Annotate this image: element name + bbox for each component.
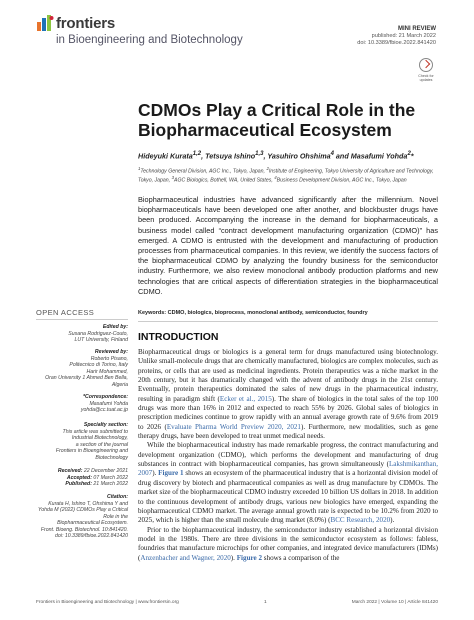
correspondence-email[interactable]: Masafumi Yohda yohda@cc.tuat.ac.jp	[80, 400, 128, 413]
citation-link[interactable]: Evaluate Pharma World Preview 2020, 2021	[166, 422, 301, 431]
journal-section: in Bioengineering and Biotechnology	[56, 34, 243, 46]
dates: Received: 22 December 2021 Accepted: 07 March 2022 Published: 21 March 2022	[57, 468, 128, 487]
citation-link[interactable]: Lakshmikanthan, 2007	[138, 460, 438, 478]
open-access-label: OPEN ACCESS	[36, 308, 95, 317]
published-date: published: 21 March 2022	[371, 33, 436, 39]
page-number: 1	[264, 600, 267, 605]
footer-info: March 2022 | Volume 10 | Article 841420	[351, 600, 438, 605]
citation-link[interactable]: Ecker et al., 2015	[219, 394, 272, 403]
journal-logo[interactable]	[36, 14, 256, 54]
check-updates-icon	[419, 58, 433, 72]
keywords-list: CDMO, biologics, bioprocess, monoclonal antibody, semiconductor, foundry	[167, 310, 368, 316]
figure-link[interactable]: Figure 2	[236, 553, 263, 562]
keywords-label: Keywords:	[138, 310, 167, 316]
divider	[138, 321, 438, 322]
edited-by: Edited by: Susana Rodriguez-Couto, LUT University, Finland	[68, 324, 128, 343]
doi-link[interactable]: doi: 10.3389/fbioe.2022.841420	[357, 40, 436, 46]
correspondence: *Correspondence: Masafumi Yohda yohda@cc.tuat.ac.jp	[36, 394, 128, 414]
abstract: Biopharmaceutical industries have advanced significantly after the millennium. Novel biopharmaceuticals have been developed one after another, and blockbuster drugs have been produced. Accompanying the increase in the demand for biopharmaceuticals, a business model called “contract development manufacturing organization (CDMO)” has emerged. A CDMO is entrusted with the development and manufacturing of production processes from pharmaceutical companies. In this review, we identify the success factors of the biopharmaceutical CDMO by analyzing the foundry business for the semiconductor industry. Furthermore, we also review monoclonal antibody production platforms and new technologies that are critical aspects of differentiation strategies in the biopharmaceutical CDMO.	[138, 195, 438, 296]
authors: Hideyuki Kurata$^{1,2}$, Tetsuya Ishino$^{1,3}$, Yasuhiro Ohshima$^4$ and Masafumi Yohda$^2$*	[138, 151, 414, 161]
check-updates-label: Check for updates	[418, 74, 434, 82]
section-heading: INTRODUCTION	[138, 331, 219, 343]
citation-link[interactable]: Anzenbacher and Wagner, 2020	[140, 553, 231, 562]
paragraph: While the biopharmaceutical industry has made remarkable progress, the contract manufacturing and development organization (CDMO), which performs the development and manufacturing of drug substances in contract with biopharmaceutical companies, has grown simultaneously (Lakshmikanthan, 2007). Figure 1 shows an ecosystem of the pharmaceutical industry that is a horizontal division model of drug discovery by biotech and pharmaceutical companies as well as drug manufacture by CDMOs. The market size of the biopharmaceutical CDMO industry exceeded 10 billion US dollars in 2018. In addition to the continuous development of antibody drugs, various new biologics have emerged, expanding the biopharmaceutical CDMO market. The average annual growth rate is expected to be 10.2% from 2020 to 2025, which is higher than the small molecule drug market (8.0%) (BCC Research, 2020).	[138, 441, 438, 525]
divider	[36, 319, 128, 320]
article-type: MINI REVIEW	[397, 26, 436, 32]
keywords	[138, 310, 438, 316]
frontiers-logo-icon	[36, 14, 54, 32]
paragraph: Biopharmaceutical drugs or biologics is a general term for drugs manufactured using biotechnology. Unlike small-molecule drugs that are chemically manufactured, biologics are complex molecules, such as proteins, or cells that are used as medicinal ingredients. Protein therapeutics was a niche market in the 20th century, but it has dramatically changed with the advent of antibody drugs in the 21st century. Eventually, protein therapeutics dominated the sales of new drugs in the pharmaceutical industry, resulting in paradigm shift (Ecker et al., 2015). The share of biologics in the total sales of the top 100 drugs was more than 16% in 2012 and expected to reach 55% by 2026. Global sales of biologics in prescription medicines continue to grow rapidly with an annual average growth rate of 9.6% from 2019 to 2026 (Evaluate Pharma World Preview 2020, 2021). Furthermore, new modalities, such as gene therapy drugs, have been developed to treat unmet medical needs.	[138, 348, 438, 441]
paragraph: Prior to the biopharmaceutical industry, the semiconductor industry established a horizontal division model in the 1980s. There are three divisions in the semiconductor ecosystem as follows: fabless, foundries that manufacture microchips for other companies, and integrated device manufacturers (IDMs) (Anzenbacher and Wagner, 2020). Figure 2 shows a comparison of the	[138, 525, 438, 562]
article-meta	[357, 26, 436, 47]
reviewed-by: Reviewed by: Roberto Pisano, Politecnico di Torino, Italy Harir Mohammed, Oran University 1 Ahmed Ben Bella, Algeria	[45, 349, 128, 388]
citation: Citation: Kurata H, Ishino T, Ohshima Y and Yohda M (2022) CDMOs Play a Critical Role in the Biopharmaceutical Ecosystem. Front. Bioeng. Biotechnol. 10:841420. doi: 10.3389/fbioe.2022.841420	[38, 494, 128, 539]
specialty-section: Specialty section: This article was submitted to Industrial Biotechnology, a section of the journal Frontiers in Bioengineering and Biotechnology	[55, 422, 128, 461]
citation-link[interactable]: BCC Research, 2020	[330, 516, 391, 525]
check-updates-badge[interactable]	[416, 58, 436, 84]
article-title: CDMOs Play a Critical Role in the Biopharmaceutical Ecosystem	[138, 100, 416, 140]
body-text	[138, 348, 438, 563]
journal-name: frontiers	[56, 15, 116, 32]
affiliations: $^1$Technology General Division, AGC Inc., Tokyo, Japan, $^2$Institute of Engineering, Tokyo University of Agriculture and Technology, Tokyo, Japan, $^3$AGC Biologics, Bothell, WA, United States, $^4$Business Development Division, AGC Inc., Tokyo, Japan	[138, 166, 434, 185]
footer-journal[interactable]: Frontiers in Bioengineering and Biotechnology | www.frontiersin.org	[36, 600, 179, 605]
figure-link[interactable]: Figure 1	[158, 469, 184, 478]
